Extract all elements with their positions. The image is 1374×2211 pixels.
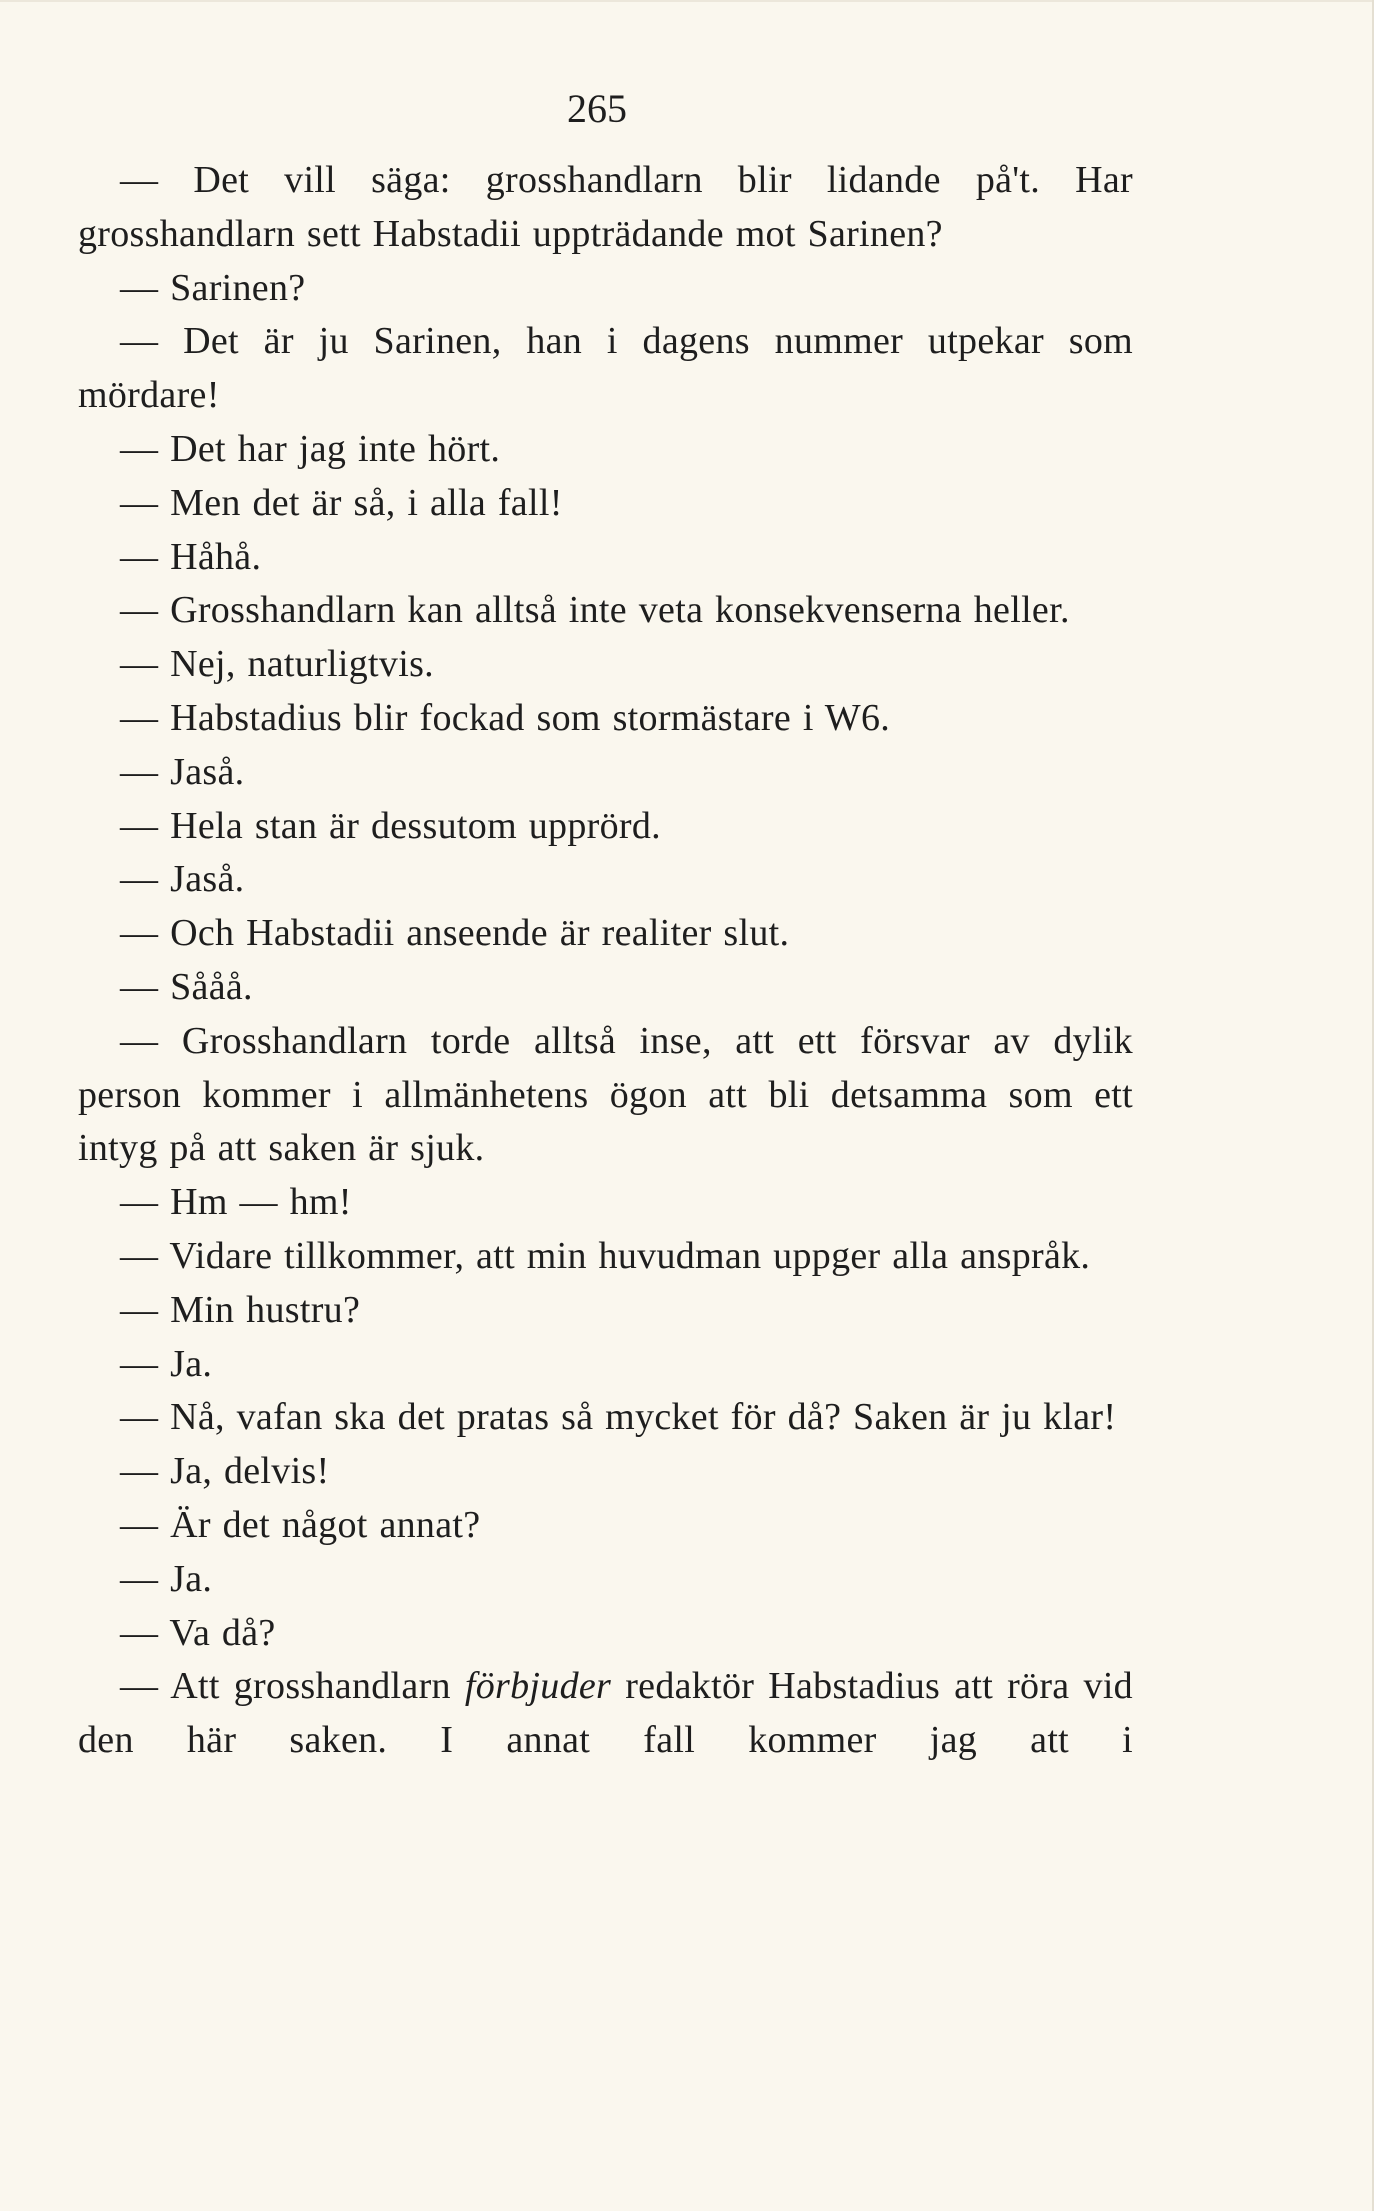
dialogue-text (78, 154, 1133, 1768)
dialogue-paragraph: — Det vill säga: grosshandlarn blir lidande på't. Har grosshandlarn sett Habstadii uppträdande mot Sarinen? (78, 159, 1133, 255)
dialogue-paragraph: — Sarinen? (120, 266, 306, 309)
dialogue-paragraph: — Va då? (120, 1611, 276, 1654)
dialogue-paragraph: — Min hustru? (120, 1288, 361, 1331)
dialogue-paragraph: — Nej, naturligtvis. (120, 643, 434, 686)
dialogue-paragraph: — Håhå. (120, 535, 262, 578)
dialogue-paragraph: — Hm — hm! (120, 1181, 352, 1224)
dialogue-paragraph: — Vidare tillkommer, att min huvudman uppger alla anspråk. (120, 1234, 1091, 1277)
dialogue-paragraph: — Jaså. (120, 750, 245, 793)
emphasized-word: förbjuder (464, 1665, 612, 1708)
page-number: 265 (567, 86, 627, 131)
dialogue-paragraph: — Ja, delvis! (120, 1450, 330, 1493)
dialogue-paragraph: — Habstadius blir fockad som stormästare i W6. (120, 696, 891, 739)
final-paragraph-end: redaktör Habstadius att röra vid den här saken. I annat fall kommer jag att i (78, 1665, 1133, 1762)
final-dialogue-paragraph (78, 1660, 1133, 1768)
dialogue-paragraph: — Hela stan är dessutom upprörd. (120, 804, 661, 847)
dialogue-paragraph: — Men det är så, i alla fall! (120, 481, 563, 524)
final-paragraph-start: — Att grosshandlarn (120, 1665, 465, 1708)
dialogue-paragraph: — Nå, vafan ska det pratas så mycket för då? Saken är ju klar! (120, 1396, 1117, 1439)
dialogue-paragraph: — Grosshandlarn kan alltså inte veta konsekvenserna heller. (120, 589, 1070, 632)
dialogue-paragraph: — Är det något annat? (120, 1503, 481, 1546)
dialogue-paragraph: — Sååå. (120, 965, 253, 1008)
dialogue-paragraph: — Ja. (120, 1557, 213, 1600)
dialogue-paragraph: — Grosshandlarn torde alltså inse, att ett försvar av dylik person kommer i allmänhetens ögon att bli detsamma som ett intyg på att saken är sjuk. (78, 1019, 1133, 1170)
dialogue-paragraph: — Ja. (120, 1342, 213, 1385)
dialogue-paragraph: — Det är ju Sarinen, han i dagens nummer utpekar som mördare! (78, 320, 1133, 417)
dialogue-paragraph: — Det har jag inte hört. (120, 427, 501, 470)
dialogue-paragraph: — Och Habstadii anseende är realiter slut. (120, 912, 790, 955)
dialogue-paragraph: — Jaså. (120, 858, 245, 901)
page-top-edge (0, 0, 1374, 2)
